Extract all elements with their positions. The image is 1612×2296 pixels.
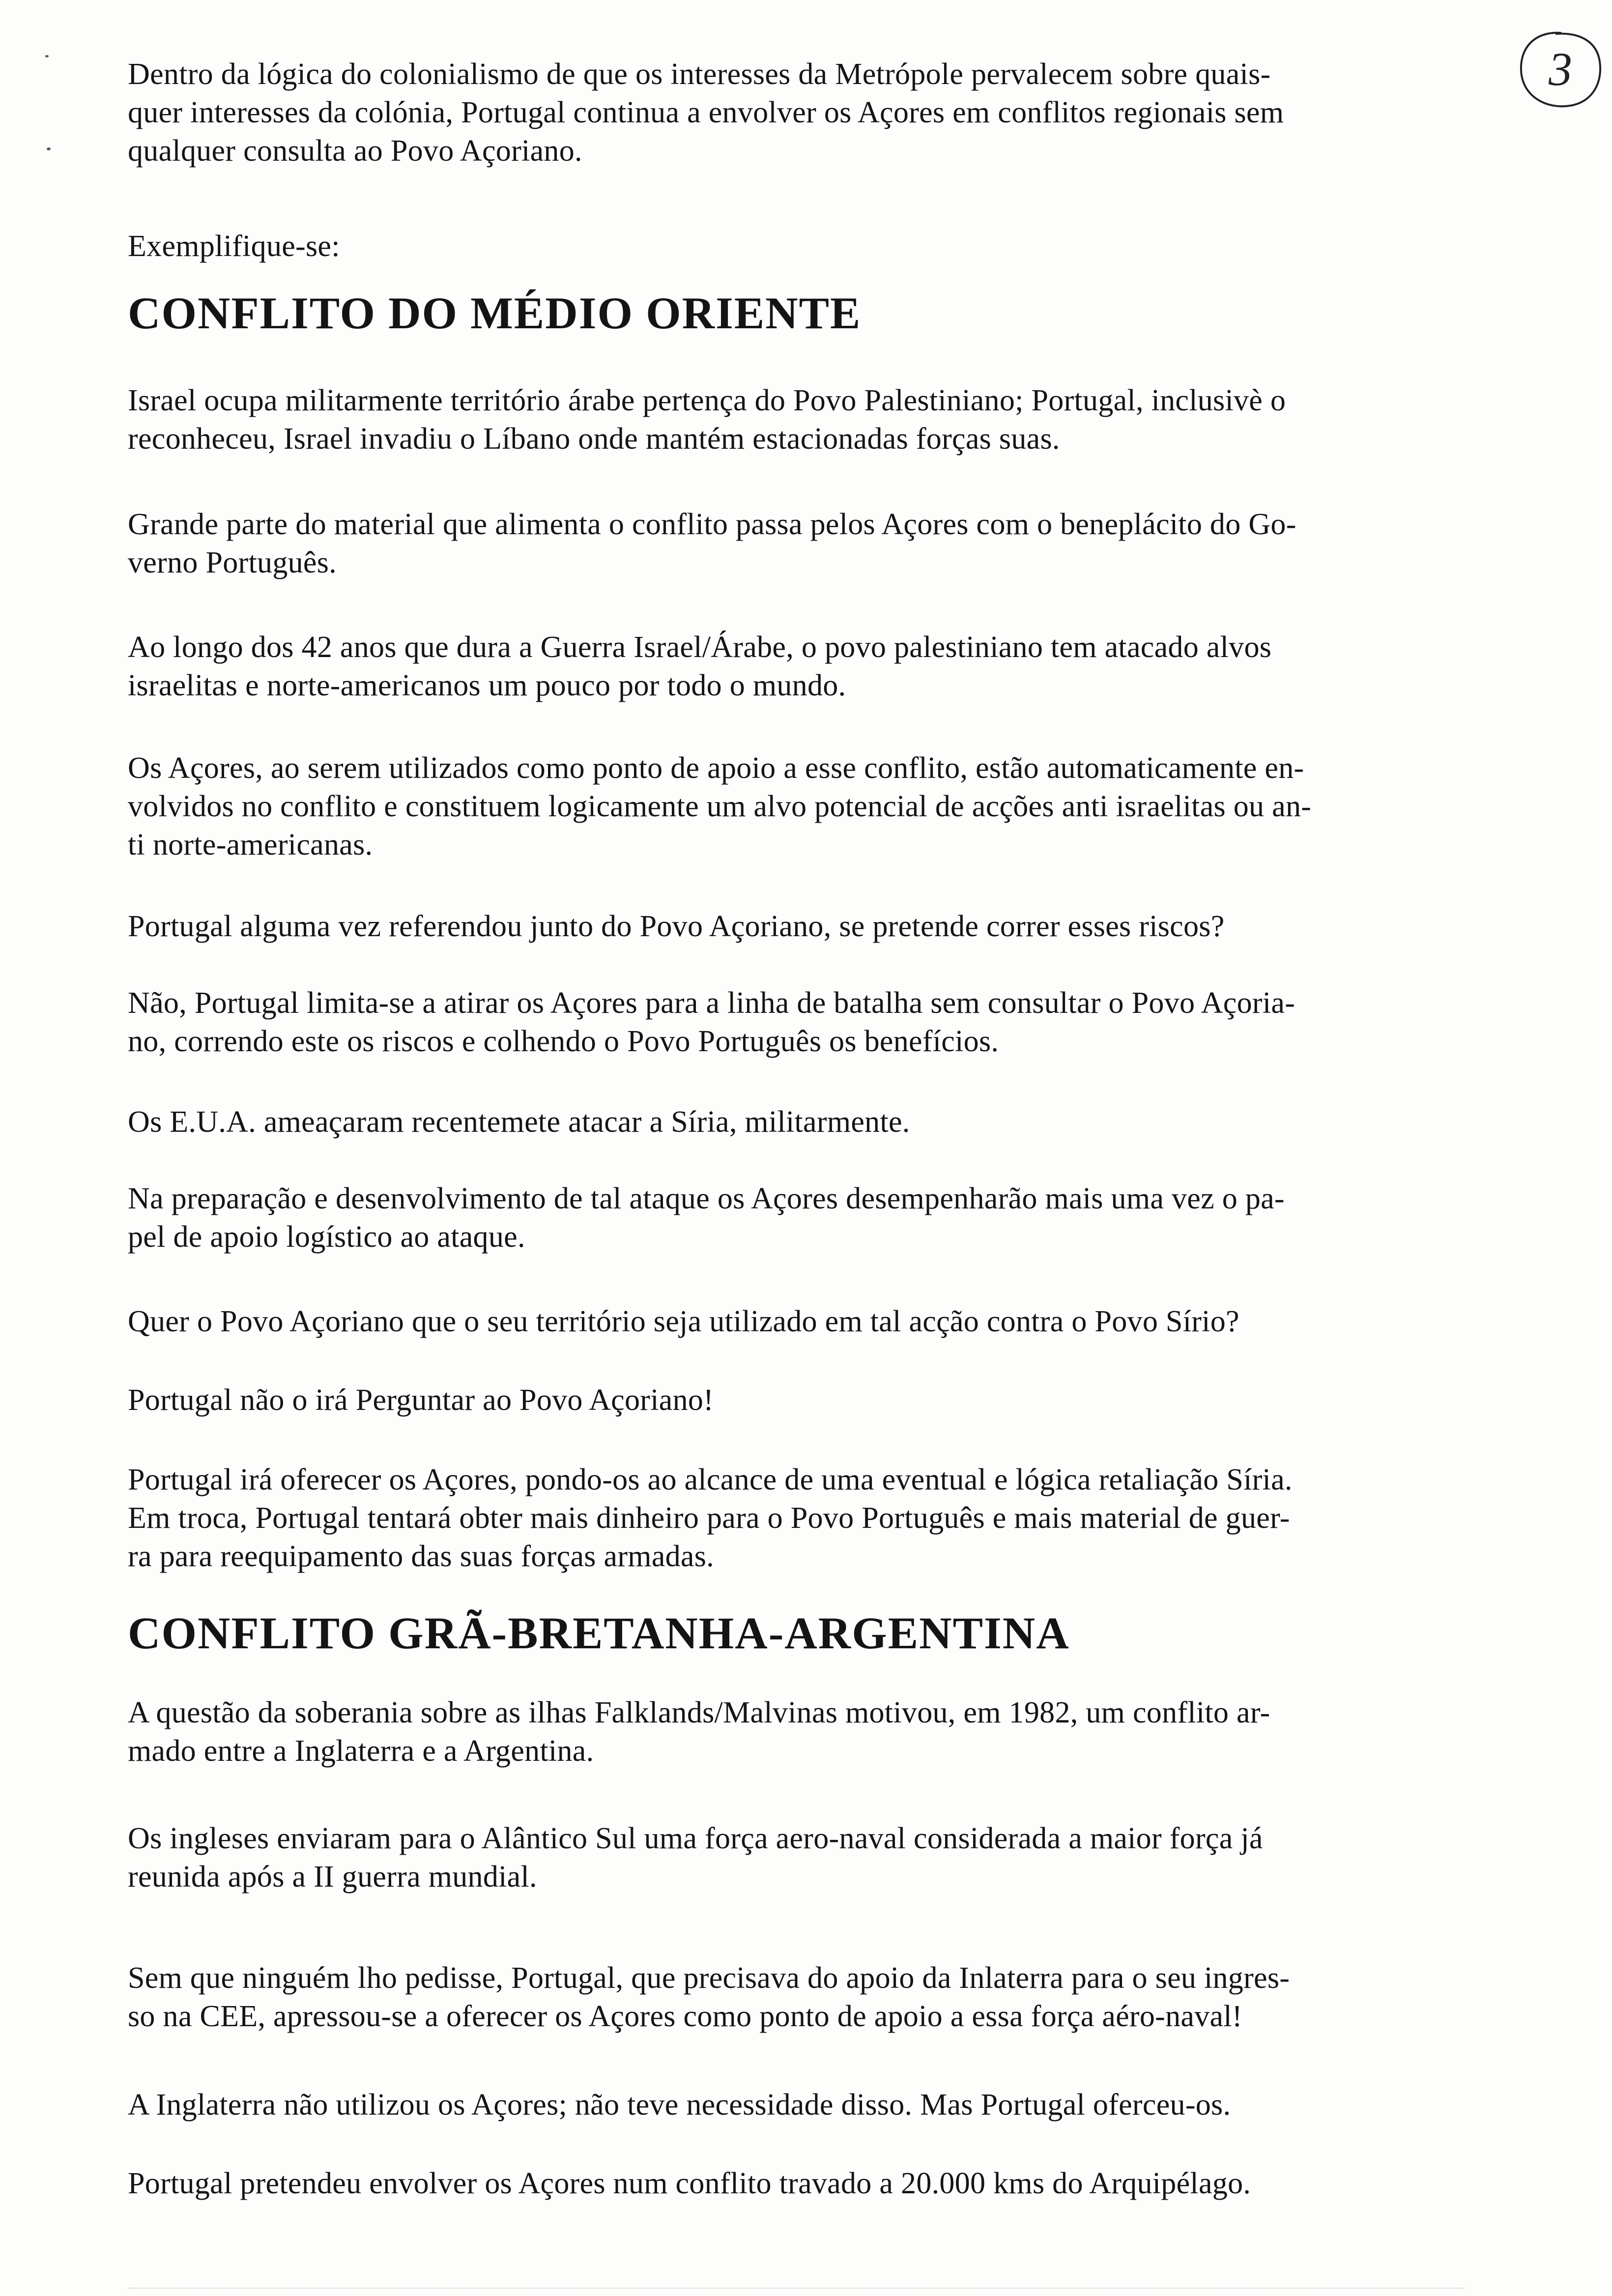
exemplifique-label: Exemplifique-se: [128,230,340,263]
margin-speck [47,147,51,150]
paragraph: Israel ocupa militarmente território árabe pertença do Povo Palestiniano; Portugal, inclusivè o reconheceu, Israel invadiu o Líbano onde mantém estacionadas forças suas. [128,384,1286,456]
paragraph: Portugal alguma vez referendou junto do Povo Açoriano, se pretende correr esses riscos? [128,910,1225,943]
section-heading-gra-bretanha-argentina: CONFLITO GRÃ-BRETANHA-ARGENTINA [128,1608,1070,1658]
text-line: quer interesses da colónia, Portugal continua a envolver os Açores em conflitos regionais sem [128,96,1284,129]
paragraph: Os E.U.A. ameaçaram recentemete atacar a Síria, militarmente. [128,1105,910,1139]
paragraph: Portugal pretendeu envolver os Açores num conflito travado a 20.000 kms do Arquipélago. [128,2167,1251,2200]
paragraph: Grande parte do material que alimenta o conflito passa pelos Açores com o beneplácito do Go- verno Português. [128,508,1296,579]
page-number-text: 3 [1549,43,1572,95]
margin-speck [45,55,49,57]
paragraph: Não, Portugal limita-se a atirar os Açores para a linha de batalha sem consultar o Povo Açoria- no, correndo este os riscos e colhendo o Povo Português os benefícios. [128,986,1295,1058]
paragraph: A Inglaterra não utilizou os Açores; não teve necessidade disso. Mas Portugal oferceu-os. [128,2088,1231,2122]
section-heading-medio-oriente: CONFLITO DO MÉDIO ORIENTE [128,288,862,338]
paragraph: Os ingleses enviaram para o Alântico Sul uma força aero-naval considerada a maior força já reunida após a II guerra mundial. [128,1822,1263,1894]
paragraph: Quer o Povo Açoriano que o seu território seja utilizado em tal acção contra o Povo Sírio? [128,1305,1239,1338]
intro-paragraph [128,55,1465,170]
paragraph: Ao longo dos 42 anos que dura a Guerra Israel/Árabe, o povo palestiniano tem atacado alvos israelitas e norte-americanos um pouco por todo o mundo. [128,631,1272,702]
circled-page-number [1516,27,1605,113]
paragraph: Os Açores, ao serem utilizados como ponto de apoio a esse conflito, estão automaticamente en- volvidos no conflito e constituem logicamente um alvo potencial de acções anti israelitas ou an- ti norte-americanas. [128,751,1312,861]
paragraph: Na preparação e desenvolvimento de tal ataque os Açores desempenharão mais uma vez o pa- pel de apoio logístico ao ataque. [128,1182,1285,1254]
paragraph: Portugal não o irá Perguntar ao Povo Açoriano! [128,1383,714,1417]
text-line: qualquer consulta ao Povo Açoriano. [128,134,582,168]
paragraph: A questão da soberania sobre as ilhas Falklands/Malvinas motivou, em 1982, um conflito ar- mado entre a Inglaterra e a Argentina. [128,1696,1270,1768]
text-line: Dentro da lógica do colonialismo de que os interesses da Metrópole pervalecem sobre quais- [128,57,1271,91]
paragraph: Sem que ninguém lho pedisse, Portugal, que precisava do apoio da Inlaterra para o seu ingres- so na CEE, apressou-se a oferecer os Açores como ponto de apoio a essa força aéro-naval! [128,1961,1290,2033]
paragraph: Portugal irá oferecer os Açores, pondo-os ao alcance de uma eventual e lógica retaliação Síria. Em troca, Portugal tentará obter mais dinheiro para o Povo Português e mais material de guer- ra para reequipamento das suas forças armadas. [128,1463,1293,1573]
scan-edge [128,2288,1465,2290]
